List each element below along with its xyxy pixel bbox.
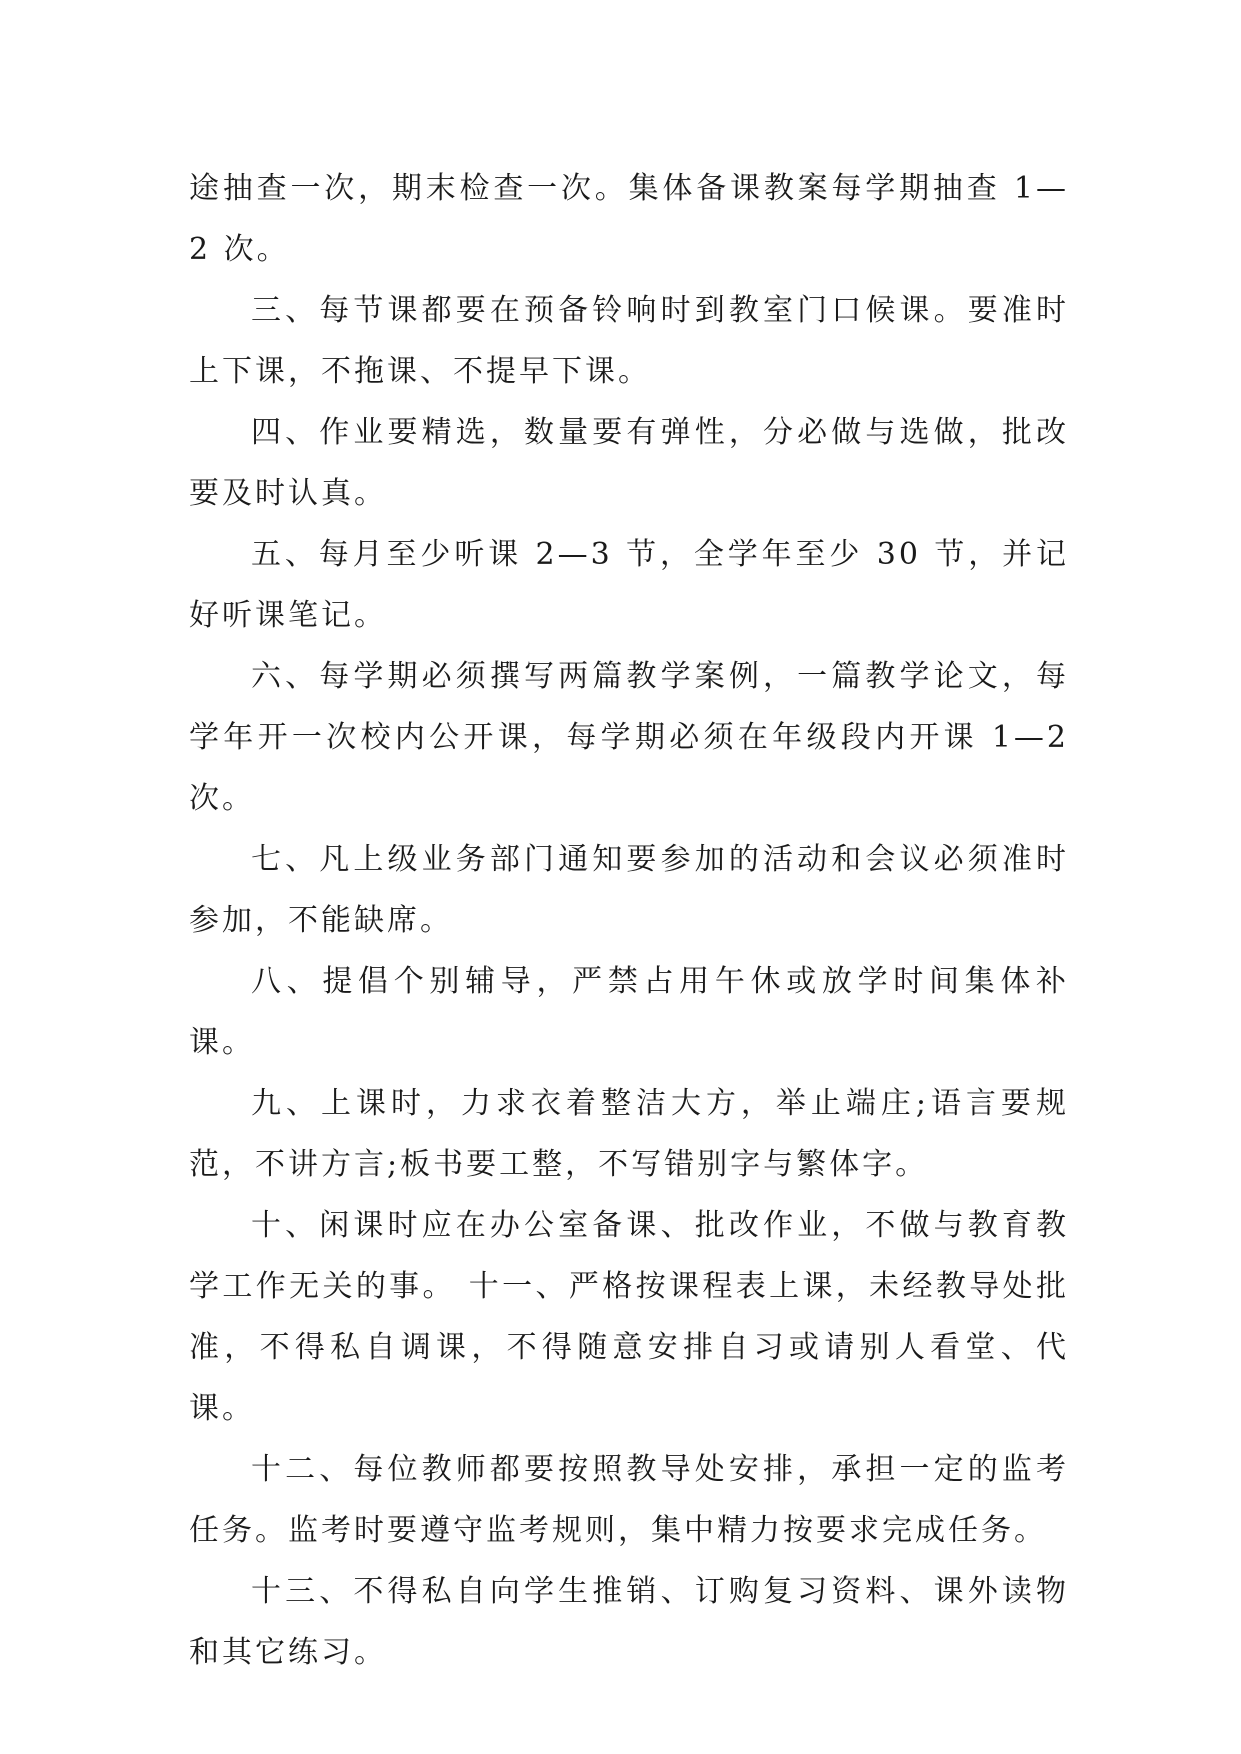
paragraph-rule-3: 三、每节课都要在预备铃响时到教室门口候课。要准时上下课，不拖课、不提早下课。 xyxy=(189,293,1069,389)
paragraph-rule-10-11: 十、闲课时应在办公室备课、批改作业，不做与教育教学工作无关的事。 十一、严格按课程表上课，未经教导处批准，不得私自调课，不得随意安排自习或请别人看堂、代课。 xyxy=(189,1208,1069,1426)
paragraph-rule-5: 五、每月至少听课 2—3 节，全学年至少 30 节，并记好听课笔记。 xyxy=(189,537,1069,633)
paragraph-rule-13: 十三、不得私自向学生推销、订购复习资料、课外读物和其它练习。 xyxy=(189,1574,1069,1670)
paragraph-rule-6: 六、每学期必须撰写两篇教学案例，一篇教学论文，每学年开一次校内公开课，每学期必须在年级段内开课 1—2 次。 xyxy=(189,659,1069,816)
paragraph-rule-8: 八、提倡个别辅导，严禁占用午休或放学时间集体补课。 xyxy=(189,964,1069,1060)
document-body xyxy=(189,158,1069,1683)
paragraph-rule-7: 七、凡上级业务部门通知要参加的活动和会议必须准时参加，不能缺席。 xyxy=(189,842,1069,938)
paragraph-rule-9: 九、上课时，力求衣着整洁大方，举止端庄;语言要规范，不讲方言;板书要工整，不写错别字与繁体字。 xyxy=(189,1086,1069,1182)
paragraph-rule-4: 四、作业要精选，数量要有弹性，分必做与选做，批改要及时认真。 xyxy=(189,415,1069,511)
paragraph-rule-12: 十二、每位教师都要按照教导处安排，承担一定的监考任务。监考时要遵守监考规则，集中精力按要求完成任务。 xyxy=(189,1452,1069,1548)
paragraph-continuation: 途抽查一次，期末检查一次。集体备课教案每学期抽查 1—2 次。 xyxy=(189,171,1069,267)
